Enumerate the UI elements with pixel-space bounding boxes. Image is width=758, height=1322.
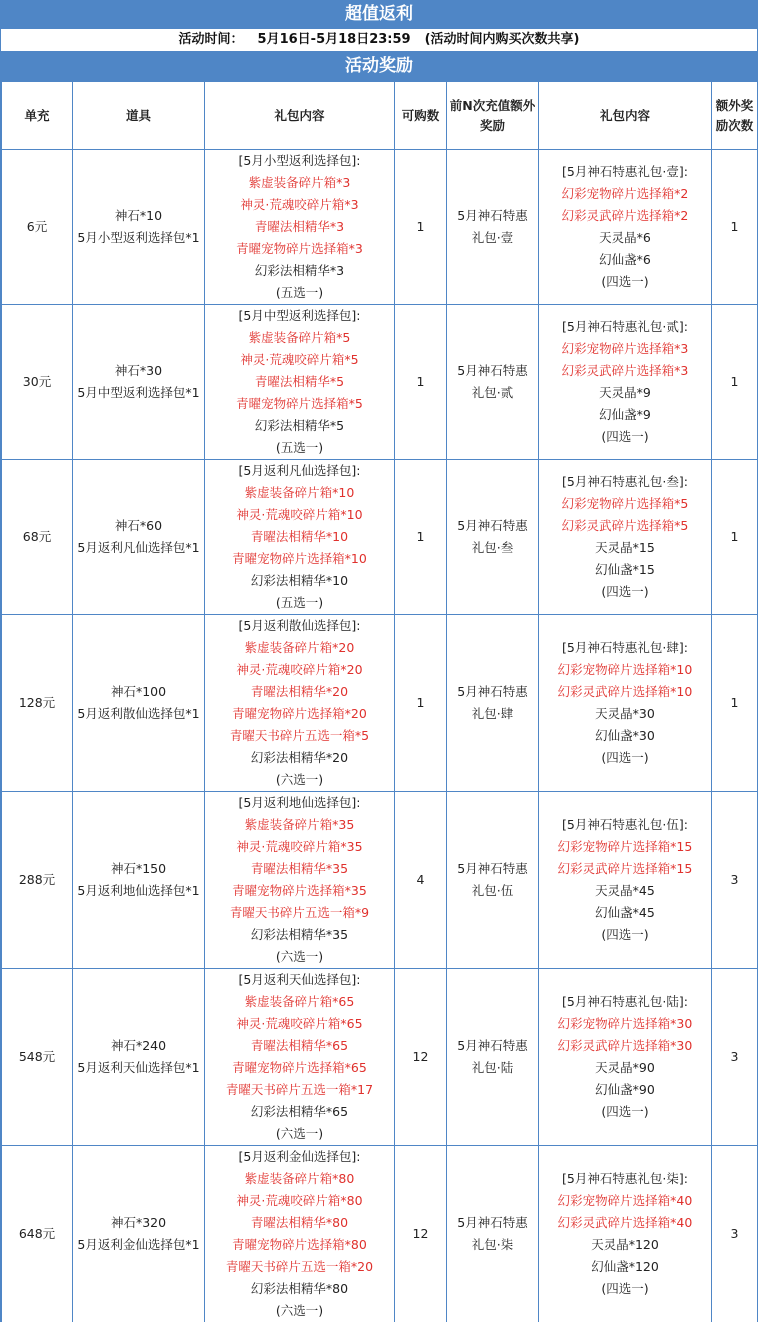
- item-entry: 5月返利金仙选择包*1: [77, 1237, 200, 1252]
- col-header-items: 道具: [73, 82, 205, 150]
- purchase-count: 1: [416, 219, 425, 234]
- bonus-pack-entry: 幻仙盏*45: [595, 905, 655, 920]
- extra-cell: [712, 969, 758, 1146]
- bonus-pack-cell: [539, 305, 712, 460]
- col-header-count: 可购数: [395, 82, 447, 150]
- items-cell: [73, 460, 205, 615]
- bonus-pack-entry: 天灵晶*120: [591, 1237, 659, 1252]
- table-row: [2, 305, 758, 460]
- purchase-count: 4: [416, 872, 425, 887]
- pack-entry: 青曜宠物碎片选择箱*20: [232, 706, 367, 721]
- recharge-cell: [2, 305, 73, 460]
- pack-entry: 紫虚装备碎片箱*20: [244, 640, 355, 655]
- bonus-cell: [447, 150, 539, 305]
- pack-cell: [205, 615, 395, 792]
- pack-entry: 紫虚装备碎片箱*35: [244, 817, 355, 832]
- pack-entry: 青曜天书碎片五选一箱*20: [225, 1259, 374, 1274]
- bonus-pack-entry: 幻彩宠物碎片选择箱*15: [557, 839, 693, 854]
- pack-entry: 神灵·荒魂咬碎片箱*10: [236, 507, 363, 522]
- pack-entry: 青曜宠物碎片选择箱*80: [232, 1237, 367, 1252]
- recharge-cell: [2, 1146, 73, 1322]
- pack-entry: 神灵·荒魂咬碎片箱*5: [240, 352, 359, 367]
- bonus-pack-entry: 幻彩宠物碎片选择箱*40: [557, 1193, 693, 1208]
- recharge-amount: 6元: [26, 219, 48, 234]
- recharge-cell: [2, 792, 73, 969]
- purchase-count: 1: [416, 374, 425, 389]
- recharge-amount: 648元: [18, 1226, 56, 1241]
- bonus-pack-entry: (四选一): [601, 584, 649, 599]
- pack-title: [5月返利散仙选择包]:: [238, 618, 361, 633]
- pack-entry: 幻彩法相精华*5: [254, 418, 345, 433]
- recharge-amount: 68元: [22, 529, 52, 544]
- pack-entry: (六选一): [275, 1126, 324, 1141]
- item-entry: 神石*10: [114, 208, 163, 223]
- items-cell: [73, 305, 205, 460]
- item-entry: 神石*240: [110, 1038, 167, 1053]
- item-entry: 神石*320: [110, 1215, 167, 1230]
- bonus-pack-title: [5月神石特惠礼包·叁]:: [562, 474, 688, 489]
- bonus-pack-entry: 幻彩灵武碎片选择箱*30: [557, 1038, 693, 1053]
- bonus-cell: [447, 460, 539, 615]
- pack-cell: [205, 305, 395, 460]
- bonus-pack-entry: 幻仙盏*9: [599, 407, 651, 422]
- pack-title: [5月返利天仙选择包]:: [238, 972, 361, 987]
- bonus-pack-entry: 幻彩宠物碎片选择箱*30: [557, 1016, 693, 1031]
- purchase-count: 12: [412, 1049, 429, 1064]
- col-header-recharge: 单充: [2, 82, 73, 150]
- event-time-range: 5月16日-5月18日23:59: [257, 32, 411, 47]
- bonus-pack-entry: 天灵晶*45: [595, 883, 655, 898]
- count-cell: [395, 150, 447, 305]
- bonus-cell: [447, 969, 539, 1146]
- bonus-pack-cell: [539, 969, 712, 1146]
- recharge-amount: 288元: [18, 872, 56, 887]
- pack-title: [5月中型返利选择包]:: [238, 308, 361, 323]
- bonus-pack-title: [5月神石特惠礼包·柒]:: [562, 1171, 688, 1186]
- extra-cell: [712, 460, 758, 615]
- recharge-amount: 128元: [18, 695, 56, 710]
- pack-entry: 幻彩法相精华*10: [250, 573, 349, 588]
- bonus-pack-entry: 幻彩宠物碎片选择箱*5: [561, 496, 689, 511]
- bonus-pack-entry: 天灵晶*30: [595, 706, 655, 721]
- pack-entry: (五选一): [275, 595, 324, 610]
- bonus-pack-entry: 幻彩宠物碎片选择箱*10: [557, 662, 693, 677]
- count-cell: [395, 615, 447, 792]
- bonus-name: 5月神石特惠礼包·叁: [457, 518, 528, 555]
- pack-entry: 青曜天书碎片五选一箱*17: [225, 1082, 374, 1097]
- pack-entry: 青曜法相精华*65: [250, 1038, 349, 1053]
- bonus-pack-title: [5月神石特惠礼包·伍]:: [562, 817, 688, 832]
- extra-count: 3: [730, 1226, 739, 1241]
- pack-entry: 幻彩法相精华*80: [250, 1281, 349, 1296]
- pack-entry: 青曜法相精华*10: [250, 529, 349, 544]
- purchase-count: 12: [412, 1226, 429, 1241]
- purchase-count: 1: [416, 695, 425, 710]
- extra-count: 1: [730, 374, 739, 389]
- count-cell: [395, 969, 447, 1146]
- col-header-pack: 礼包内容: [205, 82, 395, 150]
- section-title: 活动奖励: [1, 51, 757, 81]
- pack-entry: (六选一): [275, 949, 324, 964]
- bonus-pack-entry: 幻彩灵武碎片选择箱*40: [557, 1215, 693, 1230]
- pack-entry: 青曜法相精华*35: [250, 861, 349, 876]
- pack-entry: 青曜法相精华*5: [254, 374, 345, 389]
- bonus-pack-cell: [539, 792, 712, 969]
- pack-entry: (六选一): [275, 772, 324, 787]
- item-entry: 5月返利散仙选择包*1: [77, 706, 200, 721]
- page-title: 超值返利: [1, 0, 757, 29]
- bonus-pack-entry: (四选一): [601, 927, 649, 942]
- item-entry: 5月返利天仙选择包*1: [77, 1060, 200, 1075]
- table-row: [2, 1146, 758, 1322]
- extra-cell: [712, 1146, 758, 1322]
- pack-entry: 紫虚装备碎片箱*3: [248, 175, 351, 190]
- items-cell: [73, 1146, 205, 1322]
- pack-entry: 幻彩法相精华*35: [250, 927, 349, 942]
- pack-cell: [205, 460, 395, 615]
- pack-entry: 神灵·荒魂咬碎片箱*65: [236, 1016, 363, 1031]
- pack-entry: 青曜宠物碎片选择箱*65: [232, 1060, 367, 1075]
- extra-cell: [712, 305, 758, 460]
- pack-entry: 神灵·荒魂咬碎片箱*80: [236, 1193, 363, 1208]
- bonus-cell: [447, 305, 539, 460]
- pack-entry: 神灵·荒魂咬碎片箱*35: [236, 839, 363, 854]
- pack-entry: 青曜宠物碎片选择箱*35: [232, 883, 367, 898]
- items-cell: [73, 615, 205, 792]
- pack-entry: 神灵·荒魂咬碎片箱*3: [240, 197, 359, 212]
- item-entry: 神石*100: [110, 684, 167, 699]
- bonus-pack-entry: 幻彩宠物碎片选择箱*2: [561, 186, 689, 201]
- bonus-name: 5月神石特惠礼包·伍: [457, 861, 528, 898]
- bonus-pack-entry: (四选一): [601, 1104, 649, 1119]
- bonus-name: 5月神石特惠礼包·贰: [457, 363, 528, 400]
- recharge-cell: [2, 460, 73, 615]
- item-entry: 5月小型返利选择包*1: [77, 230, 200, 245]
- pack-cell: [205, 969, 395, 1146]
- bonus-pack-cell: [539, 460, 712, 615]
- bonus-pack-entry: 幻彩灵武碎片选择箱*10: [557, 684, 693, 699]
- pack-entry: (五选一): [275, 285, 324, 300]
- col-header-bonus-pack: 礼包内容: [539, 82, 712, 150]
- pack-entry: 青曜宠物碎片选择箱*10: [232, 551, 367, 566]
- table-row: [2, 792, 758, 969]
- pack-entry: 紫虚装备碎片箱*5: [248, 330, 351, 345]
- table-header-row: [2, 82, 758, 150]
- pack-title: [5月返利金仙选择包]:: [238, 1149, 361, 1164]
- pack-entry: 青曜法相精华*3: [254, 219, 345, 234]
- bonus-pack-entry: 幻彩灵武碎片选择箱*5: [561, 518, 689, 533]
- bonus-pack-title: [5月神石特惠礼包·贰]:: [562, 319, 688, 334]
- items-cell: [73, 969, 205, 1146]
- bonus-cell: [447, 1146, 539, 1322]
- recharge-cell: [2, 150, 73, 305]
- pack-entry: 青曜法相精华*80: [250, 1215, 349, 1230]
- item-entry: 5月中型返利选择包*1: [77, 385, 200, 400]
- items-cell: [73, 792, 205, 969]
- pack-entry: 青曜宠物碎片选择箱*3: [236, 241, 363, 256]
- bonus-pack-entry: (四选一): [601, 429, 649, 444]
- bonus-pack-cell: [539, 615, 712, 792]
- pack-entry: 青曜天书碎片五选一箱*9: [229, 905, 370, 920]
- count-cell: [395, 460, 447, 615]
- extra-count: 1: [730, 529, 739, 544]
- extra-count: 1: [730, 695, 739, 710]
- recharge-cell: [2, 615, 73, 792]
- bonus-pack-entry: 幻仙盏*90: [595, 1082, 655, 1097]
- pack-entry: 紫虚装备碎片箱*10: [244, 485, 355, 500]
- extra-count: 3: [730, 1049, 739, 1064]
- recharge-amount: 548元: [18, 1049, 56, 1064]
- pack-entry: 紫虚装备碎片箱*80: [244, 1171, 355, 1186]
- bonus-pack-entry: 幻仙盏*30: [595, 728, 655, 743]
- extra-count: 1: [730, 219, 739, 234]
- table-row: [2, 615, 758, 792]
- bonus-pack-entry: 天灵晶*15: [595, 540, 655, 555]
- bonus-name: 5月神石特惠礼包·壹: [457, 208, 528, 245]
- bonus-pack-title: [5月神石特惠礼包·壹]:: [562, 164, 688, 179]
- bonus-pack-entry: 天灵晶*90: [595, 1060, 655, 1075]
- bonus-pack-entry: 天灵晶*9: [599, 385, 651, 400]
- count-cell: [395, 792, 447, 969]
- pack-entry: 青曜天书碎片五选一箱*5: [229, 728, 370, 743]
- bonus-name: 5月神石特惠礼包·肆: [457, 684, 528, 721]
- count-cell: [395, 1146, 447, 1322]
- pack-cell: [205, 1146, 395, 1322]
- bonus-pack-entry: 幻仙盏*15: [595, 562, 655, 577]
- event-time-label: 活动时间：: [178, 32, 244, 47]
- item-entry: 神石*30: [114, 363, 163, 378]
- bonus-pack-cell: [539, 1146, 712, 1322]
- bonus-cell: [447, 615, 539, 792]
- bonus-pack-entry: 幻彩灵武碎片选择箱*3: [561, 363, 689, 378]
- bonus-pack-entry: 幻仙盏*6: [599, 252, 651, 267]
- bonus-pack-cell: [539, 150, 712, 305]
- item-entry: 5月返利地仙选择包*1: [77, 883, 200, 898]
- event-time-note: (活动时间内购买次数共享): [424, 32, 580, 47]
- purchase-count: 1: [416, 529, 425, 544]
- pack-cell: [205, 792, 395, 969]
- table-row: [2, 969, 758, 1146]
- pack-cell: [205, 150, 395, 305]
- pack-entry: 幻彩法相精华*65: [250, 1104, 349, 1119]
- event-time: [1, 29, 757, 51]
- bonus-cell: [447, 792, 539, 969]
- bonus-pack-entry: (四选一): [601, 274, 649, 289]
- pack-entry: 幻彩法相精华*3: [254, 263, 345, 278]
- bonus-pack-entry: (四选一): [601, 750, 649, 765]
- bonus-pack-entry: 幻彩宠物碎片选择箱*3: [561, 341, 689, 356]
- pack-title: [5月返利凡仙选择包]:: [238, 463, 361, 478]
- table-row: [2, 150, 758, 305]
- item-entry: 5月返利凡仙选择包*1: [77, 540, 200, 555]
- items-cell: [73, 150, 205, 305]
- table-row: [2, 460, 758, 615]
- bonus-pack-entry: 幻彩灵武碎片选择箱*15: [557, 861, 693, 876]
- pack-title: [5月小型返利选择包]:: [238, 153, 361, 168]
- recharge-amount: 30元: [22, 374, 52, 389]
- recharge-cell: [2, 969, 73, 1146]
- extra-cell: [712, 792, 758, 969]
- bonus-pack-entry: 幻彩灵武碎片选择箱*2: [561, 208, 689, 223]
- pack-entry: 紫虚装备碎片箱*65: [244, 994, 355, 1009]
- pack-entry: 神灵·荒魂咬碎片箱*20: [236, 662, 363, 677]
- bonus-pack-entry: 天灵晶*6: [599, 230, 651, 245]
- bonus-pack-entry: (四选一): [601, 1281, 649, 1296]
- bonus-pack-title: [5月神石特惠礼包·陆]:: [562, 994, 688, 1009]
- pack-entry: 幻彩法相精华*20: [250, 750, 349, 765]
- bonus-pack-entry: 幻仙盏*120: [591, 1259, 659, 1274]
- bonus-name: 5月神石特惠礼包·陆: [457, 1038, 528, 1075]
- reward-table: [1, 81, 758, 1322]
- count-cell: [395, 305, 447, 460]
- extra-cell: [712, 150, 758, 305]
- bonus-pack-title: [5月神石特惠礼包·肆]:: [562, 640, 688, 655]
- extra-count: 3: [730, 872, 739, 887]
- pack-entry: (五选一): [275, 440, 324, 455]
- pack-entry: (六选一): [275, 1303, 324, 1318]
- pack-title: [5月返利地仙选择包]:: [238, 795, 361, 810]
- pack-entry: 青曜法相精华*20: [250, 684, 349, 699]
- pack-entry: 青曜宠物碎片选择箱*5: [236, 396, 363, 411]
- item-entry: 神石*150: [110, 861, 167, 876]
- extra-cell: [712, 615, 758, 792]
- bonus-name: 5月神石特惠礼包·柒: [457, 1215, 528, 1252]
- item-entry: 神石*60: [114, 518, 163, 533]
- col-header-bonus: 前N次充值额外奖励: [447, 82, 539, 150]
- col-header-extra: 额外奖励次数: [712, 82, 758, 150]
